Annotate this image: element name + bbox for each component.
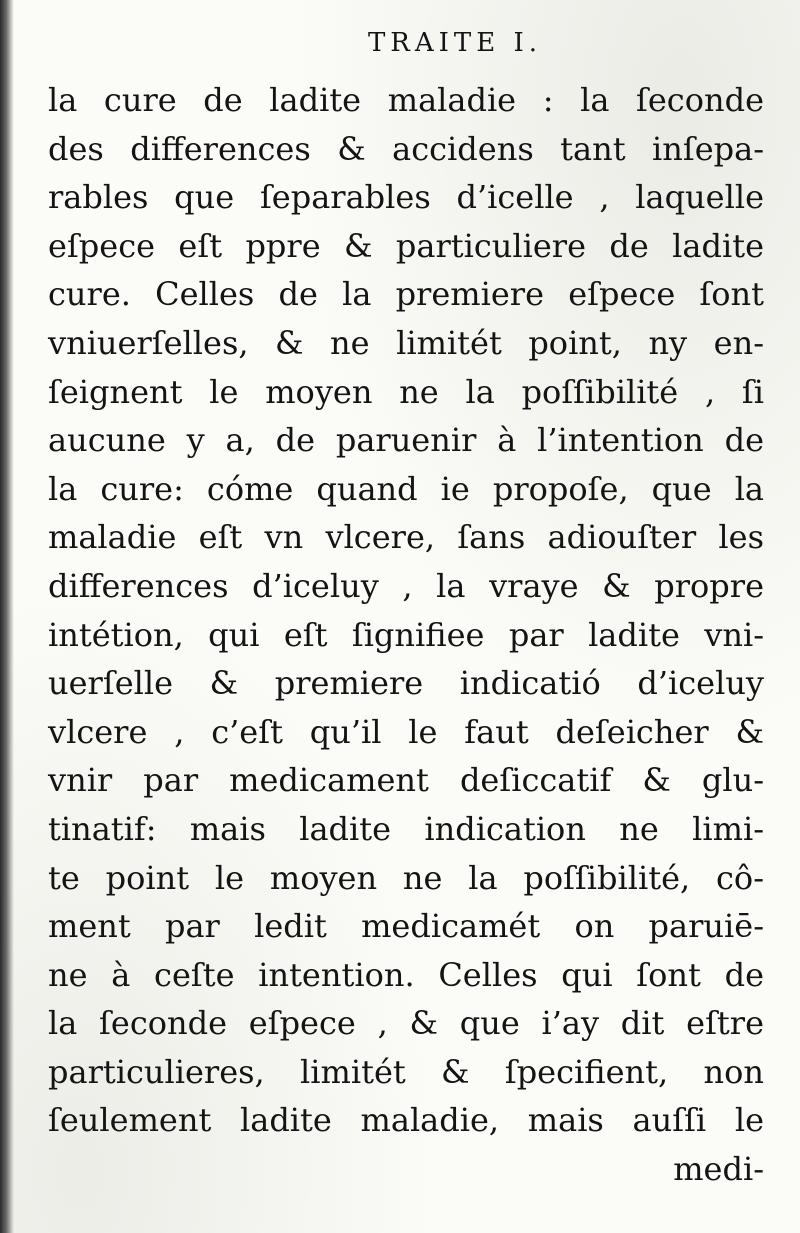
text-line: des differences & accidens tant inſepa- bbox=[48, 129, 764, 168]
text-line: eſpece eſt ppre & particuliere de ladite bbox=[48, 226, 764, 265]
text-line: maladie eſt vn vlcere, ſans adiouſter les bbox=[48, 518, 764, 557]
body-text bbox=[48, 76, 764, 1194]
text-line: ment par ledit medicamét on paruiē- bbox=[48, 907, 764, 946]
text-line: uerſelle & premiere indicatió d’iceluy bbox=[48, 664, 764, 703]
text-line: vlcere , c’eſt qu’il le faut deſeicher & bbox=[48, 712, 764, 751]
text-line: vniuerſelles, & ne limitét point, ny en- bbox=[48, 323, 764, 362]
text-line: te point le moyen ne la poſſibilité, cô- bbox=[48, 858, 764, 897]
text-line: la cure de ladite maladie : la ſeconde bbox=[48, 81, 764, 119]
text-line: la cure: cóme quand ie propoſe, que la bbox=[48, 469, 764, 508]
catchword: medi- bbox=[673, 1150, 764, 1189]
running-title: TRAITE I. bbox=[367, 28, 543, 58]
text-line: aucune y a, de paruenir à l’intention de bbox=[48, 421, 764, 460]
text-line: cure. Celles de la premiere eſpece ſont bbox=[48, 275, 764, 314]
text-line: tinatif: mais ladite indication ne limi- bbox=[48, 809, 764, 848]
text-line: la ſeconde eſpece , & que i’ay dit eſtre bbox=[48, 1004, 764, 1043]
text-line: rables que ſeparables d’icelle , laquelle bbox=[48, 178, 764, 217]
binding-shadow bbox=[0, 0, 14, 1233]
text-line: differences d’iceluy , la vraye & propre bbox=[48, 566, 764, 605]
running-header bbox=[0, 30, 800, 56]
text-line: ne à ceſte intention. Celles qui ſont de bbox=[48, 955, 764, 994]
text-line: particulieres, limitét & ſpecifient, non bbox=[48, 1052, 764, 1091]
text-line: intétion, qui eſt ſignifiee par ladite vni- bbox=[48, 615, 764, 654]
text-line: vnir par medicament deſiccatif & glu- bbox=[48, 761, 764, 800]
text-line: ſeignent le moyen ne la poſſibilité , ſi bbox=[48, 372, 764, 411]
text-line: ſeulement ladite maladie, mais auſſi le bbox=[48, 1101, 764, 1140]
